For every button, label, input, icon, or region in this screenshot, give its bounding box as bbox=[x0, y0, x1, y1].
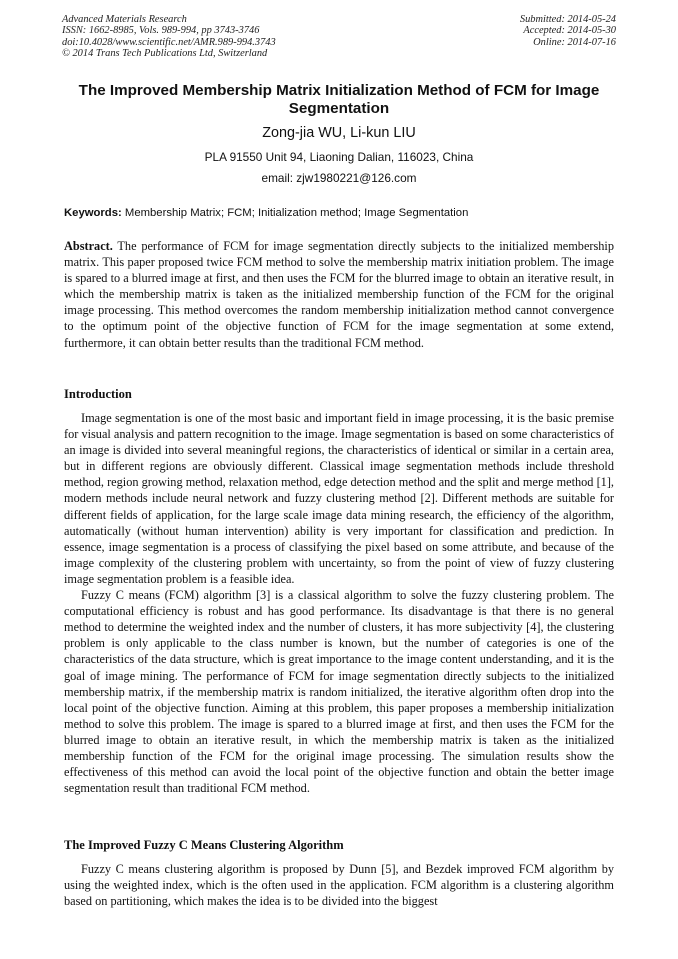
copyright-line: © 2014 Trans Tech Publications Ltd, Switzerland bbox=[62, 47, 268, 59]
paragraph: Image segmentation is one of the most basic and important field in image processing, it is the basic premise for visual analysis and pattern recognition to the image. Image segmentation is based on some characteristics of an image is divided into several meaningful regions, the characteristics of identical or similar in a certain area, but in different regions are obviously different. Classical image segmentation methods include threshold method, region growing method, relaxation method, edge detection method and the split and merge method [1], modern methods include neural network and fuzzy clustering method [2]. Different methods are suitable for different fields of application, for the large scale image data mining research, the efficiency of the algorithm, automatically (without human intervention) ability is very important for classification and prediction. In essence, image segmentation is a process of classifying the pixel based on some attribute, and because of the image complexity of the clustering problem with uncertainty, so from the point of view of fuzzy clustering image segmentation problem is a feasible idea. bbox=[64, 411, 614, 586]
submitted-date: Submitted: 2014-05-24 bbox=[519, 14, 616, 25]
introduction-body bbox=[64, 410, 614, 796]
paper-title: The Improved Membership Matrix Initialization Method of FCM for Image Segmentation bbox=[78, 82, 600, 117]
section-heading-improved-fcm: The Improved Fuzzy C Means Clustering Algorithm bbox=[64, 838, 344, 852]
abstract-text: The performance of FCM for image segmentation directly subjects to the initialized membership matrix. This paper proposed twice FCM method to solve the membership matrix initiation problem. The image is spared to a blurred image at first, and then uses the FCM for the blurred image to obtain an iterative result, in which the membership matrix is taken as the initialized membership function of the FCM for the original image processing. This method overcomes the random membership initialization method cannot convergence to the optimum point of the objective function of FCM for the image segmentation at some extend, furthermore, it can obtain better results than the traditional FCM method. bbox=[64, 239, 614, 350]
abstract bbox=[64, 238, 614, 351]
paragraph: Fuzzy C means (FCM) algorithm [3] is a classical algorithm to solve the fuzzy clustering problem. The computational efficiency is robust and has good performance. Its disadvantage is that there is no general method to determine the weighted index and the number of clusters, it has more subjectivity [4], the clustering problem is only applicable to the class number is known, but the number of categories is one of the characteristics of the data structure, which is great importance to the image content understanding, and it is the goal of image mining. The performance of FCM for image segmentation directly subjects to the initialized membership matrix, if the membership matrix is random initialized, the iterative algorithm often drop into the local point of the objective function. Aiming at this problem, this paper proposes a membership initialization method to solve this problem. The image is spared to a blurred image at first, and then uses the FCM for the blurred image to obtain an iterative result, in which the membership matrix is taken as the initialized membership function of the FCM for the original image processing. The simulation results show the effectiveness of this method can avoid the local point of the objective function and obtain the better image segmentation result than traditional FCM method. bbox=[64, 588, 614, 796]
abstract-label: Abstract. bbox=[64, 239, 113, 253]
paragraph: Fuzzy C means clustering algorithm is proposed by Dunn [5], and Bezdek improved FCM algorithm by using the weighted index, which is the often used in the application. FCM algorithm is a clustering algorithm based on partitioning, which makes the idea is to be divided into the biggest bbox=[64, 862, 614, 909]
affiliation: PLA 91550 Unit 94, Liaoning Dalian, 116023, China bbox=[204, 150, 474, 164]
issn-line: ISSN: 1662-8985, Vols. 989-994, pp 3743-3746 bbox=[62, 25, 260, 37]
doi-line: doi:10.4028/www.scientific.net/AMR.989-994.3743 bbox=[62, 36, 276, 48]
improved-fcm-body bbox=[64, 861, 614, 909]
journal-info bbox=[62, 14, 276, 59]
section-heading-introduction: Introduction bbox=[64, 387, 132, 401]
accepted-date: Accepted: 2014-05-30 bbox=[523, 25, 616, 37]
journal-name: Advanced Materials Research bbox=[62, 14, 187, 25]
keywords-label: Keywords: bbox=[64, 207, 122, 219]
online-date: Online: 2014-07-16 bbox=[533, 36, 616, 48]
email: email: zjw1980221@126.com bbox=[261, 171, 417, 185]
publication-dates bbox=[520, 14, 616, 48]
authors: Zong-jia WU, Li-kun LIU bbox=[262, 125, 416, 141]
keywords-text: Membership Matrix; FCM; Initialization method; Image Segmentation bbox=[124, 207, 469, 219]
keywords bbox=[64, 206, 624, 220]
